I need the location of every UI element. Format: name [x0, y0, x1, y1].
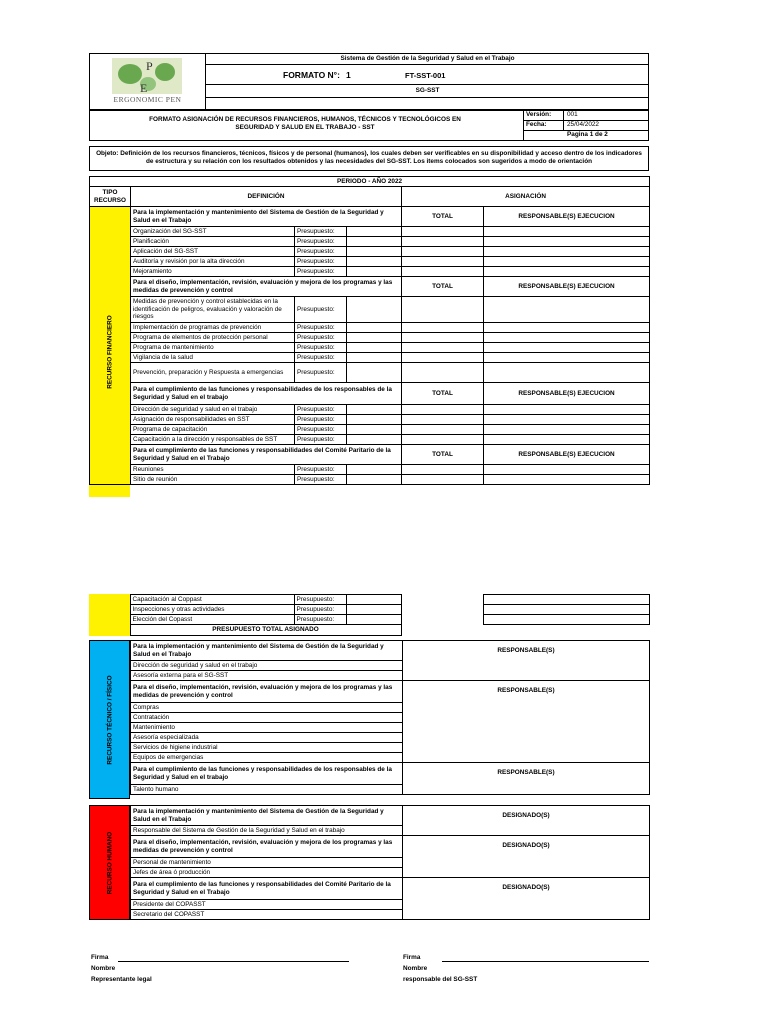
svg-text:E: E — [140, 81, 148, 95]
company-logo — [90, 54, 205, 109]
total-cell[interactable] — [402, 405, 484, 415]
total-cell[interactable] — [402, 267, 484, 277]
total-cell[interactable] — [401, 615, 483, 625]
list-item: Planificación — [131, 237, 295, 247]
total-cell[interactable] — [402, 415, 484, 425]
total-cell[interactable] — [402, 435, 484, 445]
signature-line-left — [118, 961, 349, 962]
financiero-label: RECURSO FINANCIERO — [106, 314, 113, 389]
total-cell[interactable] — [402, 475, 484, 485]
humano-label: RECURSO HUMANO — [106, 831, 113, 894]
responsable-cell[interactable] — [484, 405, 650, 415]
resp-ejec-header: RESPONSABLE(S) EJECUCION — [484, 383, 650, 405]
presupuesto-label: Presupuesto: — [294, 605, 346, 615]
presupuesto-label: Presupuesto: — [295, 237, 347, 247]
list-item: Asesoría especializada — [131, 733, 403, 743]
list-item: Capacitación al Coppast — [130, 595, 294, 605]
responsable-cell[interactable] — [484, 297, 650, 323]
presupuesto-value[interactable] — [346, 605, 401, 615]
sig-left-nombre: Nombre — [91, 965, 116, 972]
list-item: Medidas de prevención y control establecidas en la identificación de peligros, evaluación y valoración de riesgos — [131, 297, 295, 323]
presupuesto-total-value[interactable] — [401, 625, 649, 636]
presupuesto-label: Presupuesto: — [295, 247, 347, 257]
responsable-header: RESPONSABLE(S) — [403, 681, 650, 763]
hum-section-3-title: Para el cumplimiento de las funciones y responsabilidades del Comité Paritario de la Seguridad y Salud en el Trabajo — [131, 878, 403, 900]
hum-section-2-title: Para el diseño, implementación, revisión, evaluación y mejora de los programas y las medidas de prevención y control — [131, 836, 403, 858]
responsable-cell[interactable] — [484, 227, 650, 237]
list-item: Presidente del COPASST — [131, 900, 403, 910]
financiero-table-cont — [89, 594, 650, 636]
humano-label-box — [89, 805, 130, 920]
presupuesto-label: Presupuesto: — [295, 333, 347, 343]
total-cell[interactable] — [401, 595, 483, 605]
list-item: Prevención, preparación y Respuesta a emergencias — [131, 363, 295, 383]
total-cell[interactable] — [402, 257, 484, 267]
list-item: Dirección de seguridad y salud en el trabajo — [131, 661, 403, 671]
list-item: Programa de elementos de protección personal — [131, 333, 295, 343]
tecnico-label-box — [89, 640, 130, 799]
responsable-cell[interactable] — [484, 323, 650, 333]
presupuesto-label: Presupuesto: — [295, 353, 347, 363]
responsable-cell[interactable] — [484, 435, 650, 445]
presupuesto-total-label: PRESUPUESTO TOTAL ASIGNADO — [130, 625, 401, 636]
total-cell[interactable] — [402, 227, 484, 237]
signature-line-right — [442, 961, 649, 962]
presupuesto-label: Presupuesto: — [295, 297, 347, 323]
list-item: Programa de capacitación — [131, 425, 295, 435]
total-cell[interactable] — [402, 425, 484, 435]
list-item: Sitio de reunión — [131, 475, 295, 485]
sg-sst-label: SG-SST — [415, 87, 440, 94]
list-item: Talento humano — [131, 785, 403, 795]
version-value: 001 — [567, 111, 578, 118]
responsable-cell[interactable] — [483, 595, 649, 605]
designado-header: DESIGNADO(S) — [403, 836, 650, 878]
list-item: Mejoramiento — [131, 267, 295, 277]
list-item: Compras — [131, 703, 403, 713]
presupuesto-label: Presupuesto: — [295, 323, 347, 333]
list-item: Mantenimiento — [131, 723, 403, 733]
list-item: Elección del Copasst — [130, 615, 294, 625]
designado-header: DESIGNADO(S) — [403, 806, 650, 836]
responsable-cell[interactable] — [484, 475, 650, 485]
hum-section-1-title: Para la implementación y mantenimiento del Sistema de Gestión de la Seguridad y Salud en el Trabajo — [131, 806, 403, 826]
financiero-table — [89, 176, 650, 485]
presupuesto-label: Presupuesto: — [295, 343, 347, 353]
formato-label: FORMATO N°: — [283, 70, 340, 80]
total-cell[interactable] — [402, 323, 484, 333]
total-header: TOTAL — [402, 383, 484, 405]
formato-number: 1 — [346, 70, 351, 80]
list-item: Reuniones — [131, 465, 295, 475]
presupuesto-value[interactable] — [347, 323, 402, 333]
presupuesto-label: Presupuesto: — [295, 475, 347, 485]
svg-text:P: P — [146, 59, 153, 73]
tec-section-1-title: Para la implementación y mantenimiento del Sistema de Gestión de la Seguridad y Salud en el Trabajo — [131, 641, 403, 661]
presupuesto-value[interactable] — [347, 415, 402, 425]
col-tipo-recurso: TIPO RECURSO — [90, 187, 131, 207]
responsable-header: RESPONSABLE(S) — [403, 641, 650, 681]
responsable-header: RESPONSABLE(S) — [403, 763, 650, 795]
system-title: Sistema de Gestión de la Seguridad y Salud en el Trabajo — [340, 55, 515, 62]
presupuesto-label: Presupuesto: — [295, 363, 347, 383]
presupuesto-value[interactable] — [346, 615, 401, 625]
list-item: Personal de mantenimiento — [131, 858, 403, 868]
total-cell[interactable] — [402, 353, 484, 363]
tec-section-3-title: Para el cumplimiento de las funciones y responsabilidades de los responsables de la Seguridad y Salud en el trabajo — [131, 763, 403, 785]
total-cell[interactable] — [402, 363, 484, 383]
presupuesto-value[interactable] — [347, 425, 402, 435]
col-asignacion: ASIGNACIÓN — [402, 187, 650, 207]
sig-right-nombre: Nombre — [403, 965, 428, 972]
responsable-cell[interactable] — [484, 247, 650, 257]
list-item: Servicios de higiene industrial — [131, 743, 403, 753]
list-item: Asesoría externa para el SG-SST — [131, 671, 403, 681]
list-item: Aplicación del SG-SST — [131, 247, 295, 257]
responsable-cell[interactable] — [483, 615, 649, 625]
total-cell[interactable] — [402, 333, 484, 343]
presupuesto-value[interactable] — [347, 257, 402, 267]
responsable-cell[interactable] — [484, 465, 650, 475]
total-cell[interactable] — [402, 465, 484, 475]
responsable-cell[interactable] — [484, 363, 650, 383]
list-item: Equipos de emergencias — [131, 753, 403, 763]
responsable-cell[interactable] — [484, 267, 650, 277]
resp-ejec-header: RESPONSABLE(S) EJECUCION — [484, 207, 650, 227]
presupuesto-value[interactable] — [347, 353, 402, 363]
list-item: Secretario del COPASST — [131, 910, 403, 920]
presupuesto-value[interactable] — [347, 405, 402, 415]
list-item: Capacitación a la dirección y responsables de SST — [131, 435, 295, 445]
sig-right-role: responsable del SG-SST — [403, 976, 478, 983]
list-item: Dirección de seguridad y salud en el trabajo — [131, 405, 295, 415]
fin-section-2-title: Para el diseño, implementación, revisión, evaluación y mejora de los programas y las medidas de prevención y control — [131, 277, 402, 297]
presupuesto-value[interactable] — [347, 267, 402, 277]
doc-title: FORMATO ASIGNACIÓN DE RECURSOS FINANCIEROS, HUMANOS, TÉCNICOS Y TECNOLÓGICOS EN SEGURIDAD Y SALUD EN EL TRABAJO - SST — [149, 116, 461, 131]
list-item: Inspecciones y otras actividades — [130, 605, 294, 615]
presupuesto-value[interactable] — [347, 237, 402, 247]
sig-right-firma: Firma — [403, 954, 421, 961]
responsable-cell[interactable] — [484, 415, 650, 425]
presupuesto-value[interactable] — [346, 595, 401, 605]
list-item: Implementación de programas de prevención — [131, 323, 295, 333]
presupuesto-value[interactable] — [347, 333, 402, 343]
total-cell[interactable] — [402, 237, 484, 247]
presupuesto-label: Presupuesto: — [295, 257, 347, 267]
fin-section-3-title: Para el cumplimiento de las funciones y responsabilidades de los responsables de la Seguridad y Salud en el trabajo — [131, 383, 402, 405]
presupuesto-value[interactable] — [347, 475, 402, 485]
presupuesto-label: Presupuesto: — [295, 267, 347, 277]
presupuesto-label: Presupuesto: — [294, 595, 346, 605]
total-cell[interactable] — [402, 247, 484, 257]
tec-section-2-title: Para el diseño, implementación, revisión, evaluación y mejora de los programas y las medidas de prevención y control — [131, 681, 403, 703]
presupuesto-label: Presupuesto: — [295, 435, 347, 445]
total-header: TOTAL — [402, 277, 484, 297]
responsable-cell[interactable] — [484, 343, 650, 353]
list-item: Asignación de responsabilidades en SST — [131, 415, 295, 425]
presupuesto-label: Presupuesto: — [295, 227, 347, 237]
presupuesto-value[interactable] — [347, 363, 402, 383]
presupuesto-label: Presupuesto: — [295, 405, 347, 415]
fin-section-1-title: Para la implementación y mantenimiento del Sistema de Gestión de la Seguridad y Salud en el Trabajo — [131, 207, 402, 227]
sig-left-role: Representante legal — [91, 976, 152, 983]
total-cell[interactable] — [402, 297, 484, 323]
version-label: Versión: — [526, 111, 552, 118]
presupuesto-value[interactable] — [347, 435, 402, 445]
col-definicion: DEFINICIÓN — [131, 187, 402, 207]
fin-section-4-title: Para el cumplimiento de las funciones y responsabilidades del Comité Paritario de la Seguridad y Salud en el Trabajo — [131, 445, 402, 465]
resp-ejec-header: RESPONSABLE(S) EJECUCION — [484, 445, 650, 465]
fecha-value: 25/04/2022 — [567, 121, 599, 128]
periodo-header: PERIODO - AÑO 2022 — [90, 177, 650, 187]
tecnico-table — [130, 640, 650, 795]
fecha-label: Fecha: — [526, 121, 547, 128]
total-cell[interactable] — [401, 605, 483, 615]
resp-ejec-header: RESPONSABLE(S) EJECUCION — [484, 277, 650, 297]
responsable-cell[interactable] — [484, 257, 650, 267]
presupuesto-value[interactable] — [347, 297, 402, 323]
responsable-cell[interactable] — [484, 353, 650, 363]
presupuesto-label: Presupuesto: — [295, 425, 347, 435]
list-item: Programa de mantenimiento — [131, 343, 295, 353]
presupuesto-value[interactable] — [347, 465, 402, 475]
total-cell[interactable] — [402, 343, 484, 353]
responsable-cell[interactable] — [483, 605, 649, 615]
presupuesto-label: Presupuesto: — [295, 415, 347, 425]
designado-header: DESIGNADO(S) — [403, 878, 650, 920]
sig-left-firma: Firma — [91, 954, 109, 961]
list-item: Responsable del Sistema de Gestión de la Seguridad y Salud en el trabajo — [131, 826, 403, 836]
objective-text: Objeto: Definición de los recursos financieros, técnicos, físicos y de personal (humanos), los cuales deben ser verificables en su disponibilidad y acceso dentro de los indicadores de estructura y su relación con los resultados obtenidos y las necesidades del SG-SST. Los items colocados son sugeridos a modo de orientación — [96, 150, 642, 165]
responsable-cell[interactable] — [484, 425, 650, 435]
responsable-cell[interactable] — [484, 333, 650, 343]
list-item: Jefes de área ó producción — [131, 868, 403, 878]
total-header: TOTAL — [402, 445, 484, 465]
presupuesto-value[interactable] — [347, 343, 402, 353]
logo-text: ERGONOMIC PEN — [113, 95, 182, 104]
list-item: Vigilancia de la salud — [131, 353, 295, 363]
presupuesto-value[interactable] — [347, 247, 402, 257]
list-item: Auditoría y revisión por la alta dirección — [131, 257, 295, 267]
total-header: TOTAL — [402, 207, 484, 227]
presupuesto-label: Presupuesto: — [295, 465, 347, 475]
formato-code: FT-SST-001 — [405, 71, 446, 80]
tecnico-label: RECURSO TÉCNICO / FÍSICO — [106, 674, 113, 765]
responsable-cell[interactable] — [484, 237, 650, 247]
page-number: Pagina 1 de 2 — [567, 131, 608, 138]
humano-table — [130, 805, 650, 920]
presupuesto-label: Presupuesto: — [294, 615, 346, 625]
list-item: Organización del SG-SST — [131, 227, 295, 237]
list-item: Contratación — [131, 713, 403, 723]
presupuesto-value[interactable] — [347, 227, 402, 237]
